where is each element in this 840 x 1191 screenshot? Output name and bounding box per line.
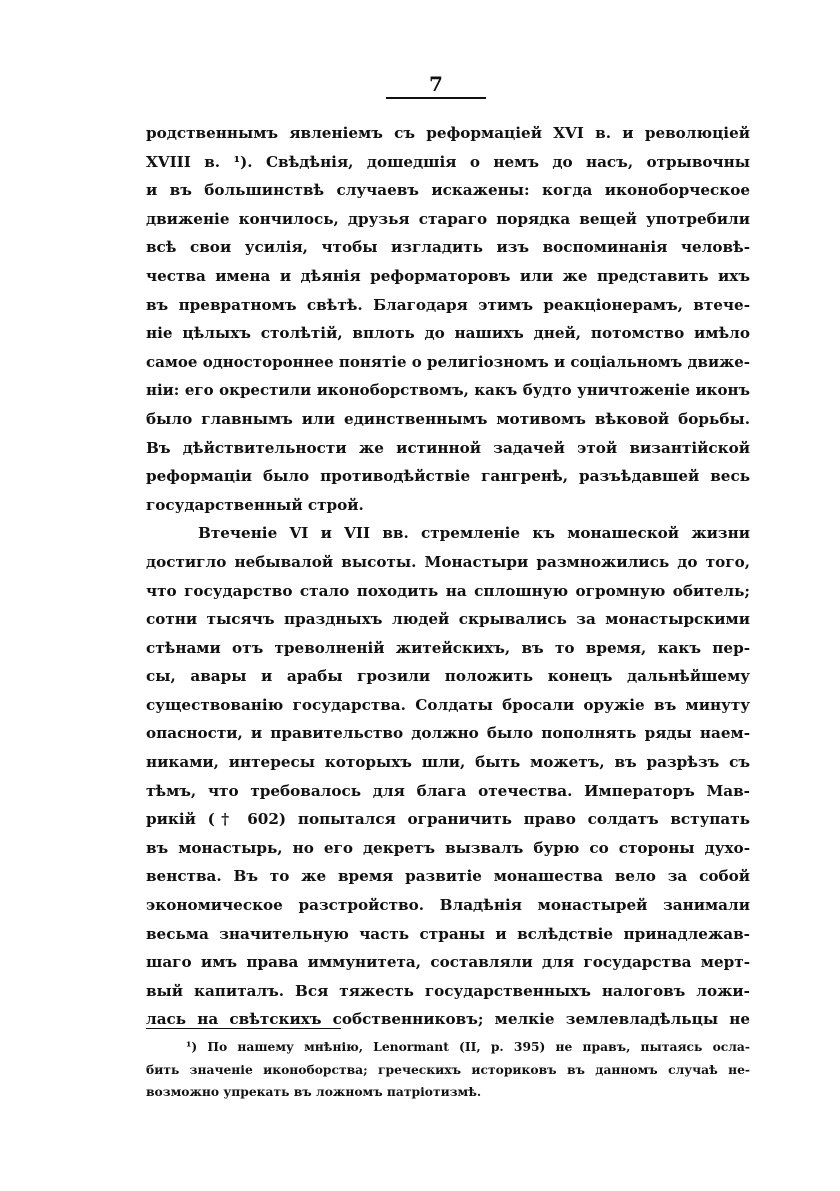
text-line: въ превратномъ свѣтѣ. Благодаря этимъ реакціонерамъ, втече- [146,295,750,314]
text-line: вый капиталъ. Вся тяжесть государственныхъ налоговъ ложи- [146,981,750,1000]
text-line: экономическое разстройство. Владѣнія монастырей занимали [146,896,750,915]
text-line: ніи: его окрестили иконоборствомъ, какъ будто уничтоженіе иконъ [146,381,750,400]
text-line: стѣнами отъ треволненій житейскихъ, въ то время, какъ пер- [146,638,750,657]
text-line: чества имена и дѣянія реформаторовъ или же представить ихъ [146,266,750,285]
footnote-line: ¹) По нашему мнѣнію, Lenormant (II, p. 395) не правъ, пытаясь осла- [186,1039,750,1054]
text-line: сотни тысячъ праздныхъ людей скрывались за монастырскими [146,610,750,629]
text-line: реформаціи было противодѣйствіе гангренѣ, разъѣдавшей весь [146,467,750,486]
text-line: и въ большинствѣ случаевъ искажены: когда иконоборческое [146,181,750,200]
text-line: опасности, и правительство должно было пополнять ряды наем- [146,724,750,743]
footnote-line: бить значеніе иконоборства; греческихъ историковъ въ данномъ случаѣ не- [146,1061,750,1077]
text-line: движеніе кончилось, друзья стараго порядка вещей употребили [146,209,750,228]
text-line: XVIII в. ¹). Свѣдѣнія, дошедшія о немъ до насъ, отрывочны [146,152,750,171]
text-line: существованію государства. Солдаты бросали оружіе въ минуту [146,695,750,714]
text-line: государственный строй. [146,495,364,514]
header-rule [386,97,486,99]
footnote [146,1036,750,1104]
text-line: самое одностороннее понятіе о религіозномъ и соціальномъ движе- [146,352,750,371]
text-line: тѣмъ, что требовалось для блага отечества. Императоръ Мав- [146,781,750,800]
text-line: никами, интересы которыхъ шли, быть можетъ, въ разрѣзъ съ [146,753,750,772]
text-line: ніе цѣлыхъ столѣтій, вплоть до нашихъ дней, потомство имѣло [146,324,750,343]
text-line: въ монастырь, но его декретъ вызвалъ бурю со стороны духо- [146,838,750,857]
footnote-line: возможно упрекать въ ложномъ патріотизмѣ. [146,1084,482,1099]
text-line: родственнымъ явленіемъ съ реформаціей XVI в. и революціей [146,124,750,142]
text-line: Втеченіе VI и VII вв. стремленіе къ монашеской жизни [198,524,750,543]
footnote-rule [146,1028,341,1029]
body-text [146,119,750,1034]
page-number: 7 [429,72,443,96]
text-line: что государство стало походить на сплошную огромную обитель; [146,581,750,600]
text-line: сы, авары и арабы грозили положить конецъ дальнѣйшему [146,667,750,686]
text-line: венства. Въ то же время развитіе монашества вело за собой [146,867,750,886]
text-line: Въ дѣйствительности же истинной задачей этой византійской [146,438,750,457]
text-line: было главнымъ или единственнымъ мотивомъ вѣковой борьбы. [146,409,750,428]
text-line: лась на свѣтскихъ собственниковъ; мелкіе землевладѣльцы не [146,1010,750,1029]
text-line: всѣ свои усилія, чтобы изгладить изъ воспоминанія человѣ- [146,238,750,257]
text-line: достигло небывалой высоты. Монастыри размножились до того, [146,552,750,571]
text-line: рикій († 602) попытался ограничить право солдатъ вступать [146,810,750,829]
text-line: шаго имъ права иммунитета, составляли для государства мерт- [146,953,750,972]
text-line: весьма значительную часть страны и вслѣдствіе принадлежав- [146,924,750,943]
